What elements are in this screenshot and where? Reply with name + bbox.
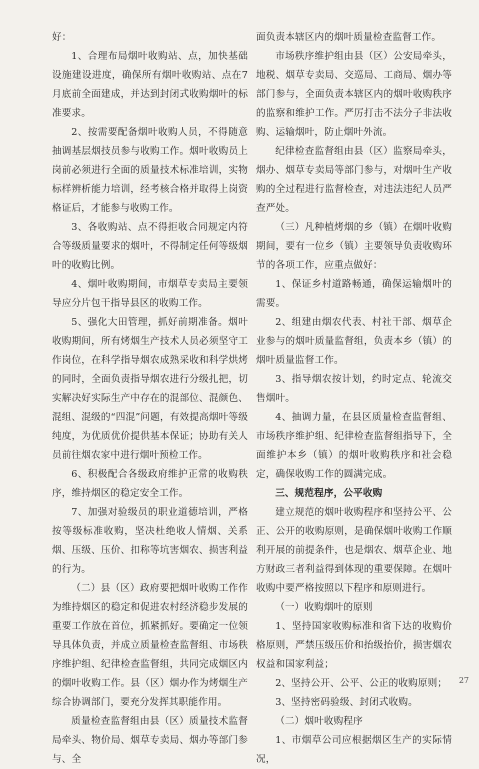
paragraph: 5、强化大田管理，抓好前期准备。烟叶收购期间，所有烤烟生产技术人员必须坚守工作岗位，在科学指导烟农成熟采收和科学烘烤的同时，全面负责指导烟农进行分级扎把，切实解决好实际生产中存在的混部位、混颜色、混组、混级的“四混”问题，有效提高烟叶等级纯度，为优质优价提供基本保证；协助有关人员前往烟农家中进行烟叶预检工作。 <box>52 317 248 461</box>
paragraph: 面负责本辖区内的烟叶质量检查监督工作。 <box>256 32 442 43</box>
paragraph: （二）县（区）政府要把烟叶收购工作作为维持烟区的稳定和促进农村经济稳步发展的重要工作放在首位，抓紧抓好。要确定一位领导具体负责，并成立质量检查监督组、市场秩序维护组、纪律检查监督组，共同完成烟区内的烟叶收购工作。县（区）烟办作为烤烟生产综合协调部门，要充分发挥其职能作用。 <box>52 583 248 708</box>
paragraph: 市场秩序维护组由县（区）公安局牵头，地税、烟草专卖局、交巡局、工商局、烟办等部门参与，全面负责本辖区内的烟叶收购秩序的监察和维护工作。严厉打击不法分子非法收购、运输烟叶，防止烟叶外流。 <box>256 51 452 138</box>
paragraph: 1、坚持国家收购标准和省下达的收购价格原则，严禁压级压价和抬级抬价，损害烟农权益和国家利益； <box>256 621 452 670</box>
paragraph: 7、加强对验级员的职业道德培训，严格按等级标准收购，坚决杜绝收人情烟、关系烟、压级、压价、扣称等坑害烟农、损害利益的行为。 <box>52 507 248 575</box>
page-number: 27 <box>458 676 469 685</box>
paragraph: 4、抽调力量，在县区质量检查监督组、市场秩序维护组、纪律检查监督组指导下，全面维护本乡（镇）的烟叶收购秩序和社会稳定，确保收购工作的圆满完成。 <box>256 412 452 480</box>
paragraph: 1、市烟草公司应根据烟区生产的实际情况， <box>256 735 452 765</box>
paragraph: 1、保证乡村道路畅通，确保运输烟叶的需要。 <box>256 279 452 309</box>
paragraph: 3、坚持密码验级、封闭式收购。 <box>275 697 418 708</box>
paragraph: 6、积极配合各级政府维护正常的收购秩序，维持烟区的稳定安全工作。 <box>52 469 248 499</box>
paragraph: （二）烟叶收购程序 <box>275 716 363 727</box>
paragraph: 4、烟叶收购期间，市烟草专卖局主要领导应分片包干指导县区的收购工作。 <box>52 279 248 309</box>
paragraph: 1、合理布局烟叶收购站、点，加快基础设施建设进度，确保所有烟叶收购站、点在7月底前全面建成，并达到封闭式收购烟叶的标准要求。 <box>52 51 248 119</box>
paragraph: 质量检查监督组由县（区）质量技术监督局牵头、物价局、烟草专卖局、烟办等部门参与、全 <box>52 716 248 765</box>
paragraph: 三、规范程序，公平收购 <box>275 488 383 499</box>
paragraph: （一）收购烟叶的原则 <box>275 602 373 613</box>
paragraph: 建立规范的烟叶收购程序和坚持公平、公正、公开的收购原则，是确保烟叶收购工作顺利开展的前提条件，也是烟农、烟草企业、地方财政三者利益得到体现的重要保障。在烟叶收购中要严格按照以下程序和原则进行。 <box>256 507 452 594</box>
right-column <box>256 28 452 769</box>
paragraph: （三）凡种植烤烟的乡（镇）在烟叶收购期间，要有一位乡（镇）主要领导负责收购环节的各项工作，应重点做好： <box>256 222 452 271</box>
paragraph: 纪律检查监督组由县（区）监察局牵头，烟办、烟草专卖局等部门参与，对烟叶生产收购的全过程进行监督检查，对违法违纪人员严查严处。 <box>256 146 452 214</box>
paragraph: 2、坚持公开、公平、公正的收购原则； <box>275 678 448 689</box>
paragraph: 2、按需要配备烟叶收购人员，不得随意抽调基层烟技员参与收购工作。烟叶收购员上岗前必须进行全面的质量技术标准培训，实物标样辨析能力培训，经考核合格并取得上岗资格证后，才能参与收购工作。 <box>52 127 248 214</box>
left-column <box>52 28 248 769</box>
paragraph: 3、指导烟农按计划，约时定点、轮流交售烟叶。 <box>256 374 452 404</box>
paragraph: 2、组建由烟农代表、村社干部、烟草企业参与的烟叶质量监督组，负责本乡（镇）的烟叶质量监督工作。 <box>256 317 452 366</box>
paragraph: 好： <box>52 32 72 43</box>
paragraph: 3、各收购站、点不得拒收合同规定内符合等级质量要求的烟叶，不得制定任何等级烟叶的收购比例。 <box>52 222 248 271</box>
